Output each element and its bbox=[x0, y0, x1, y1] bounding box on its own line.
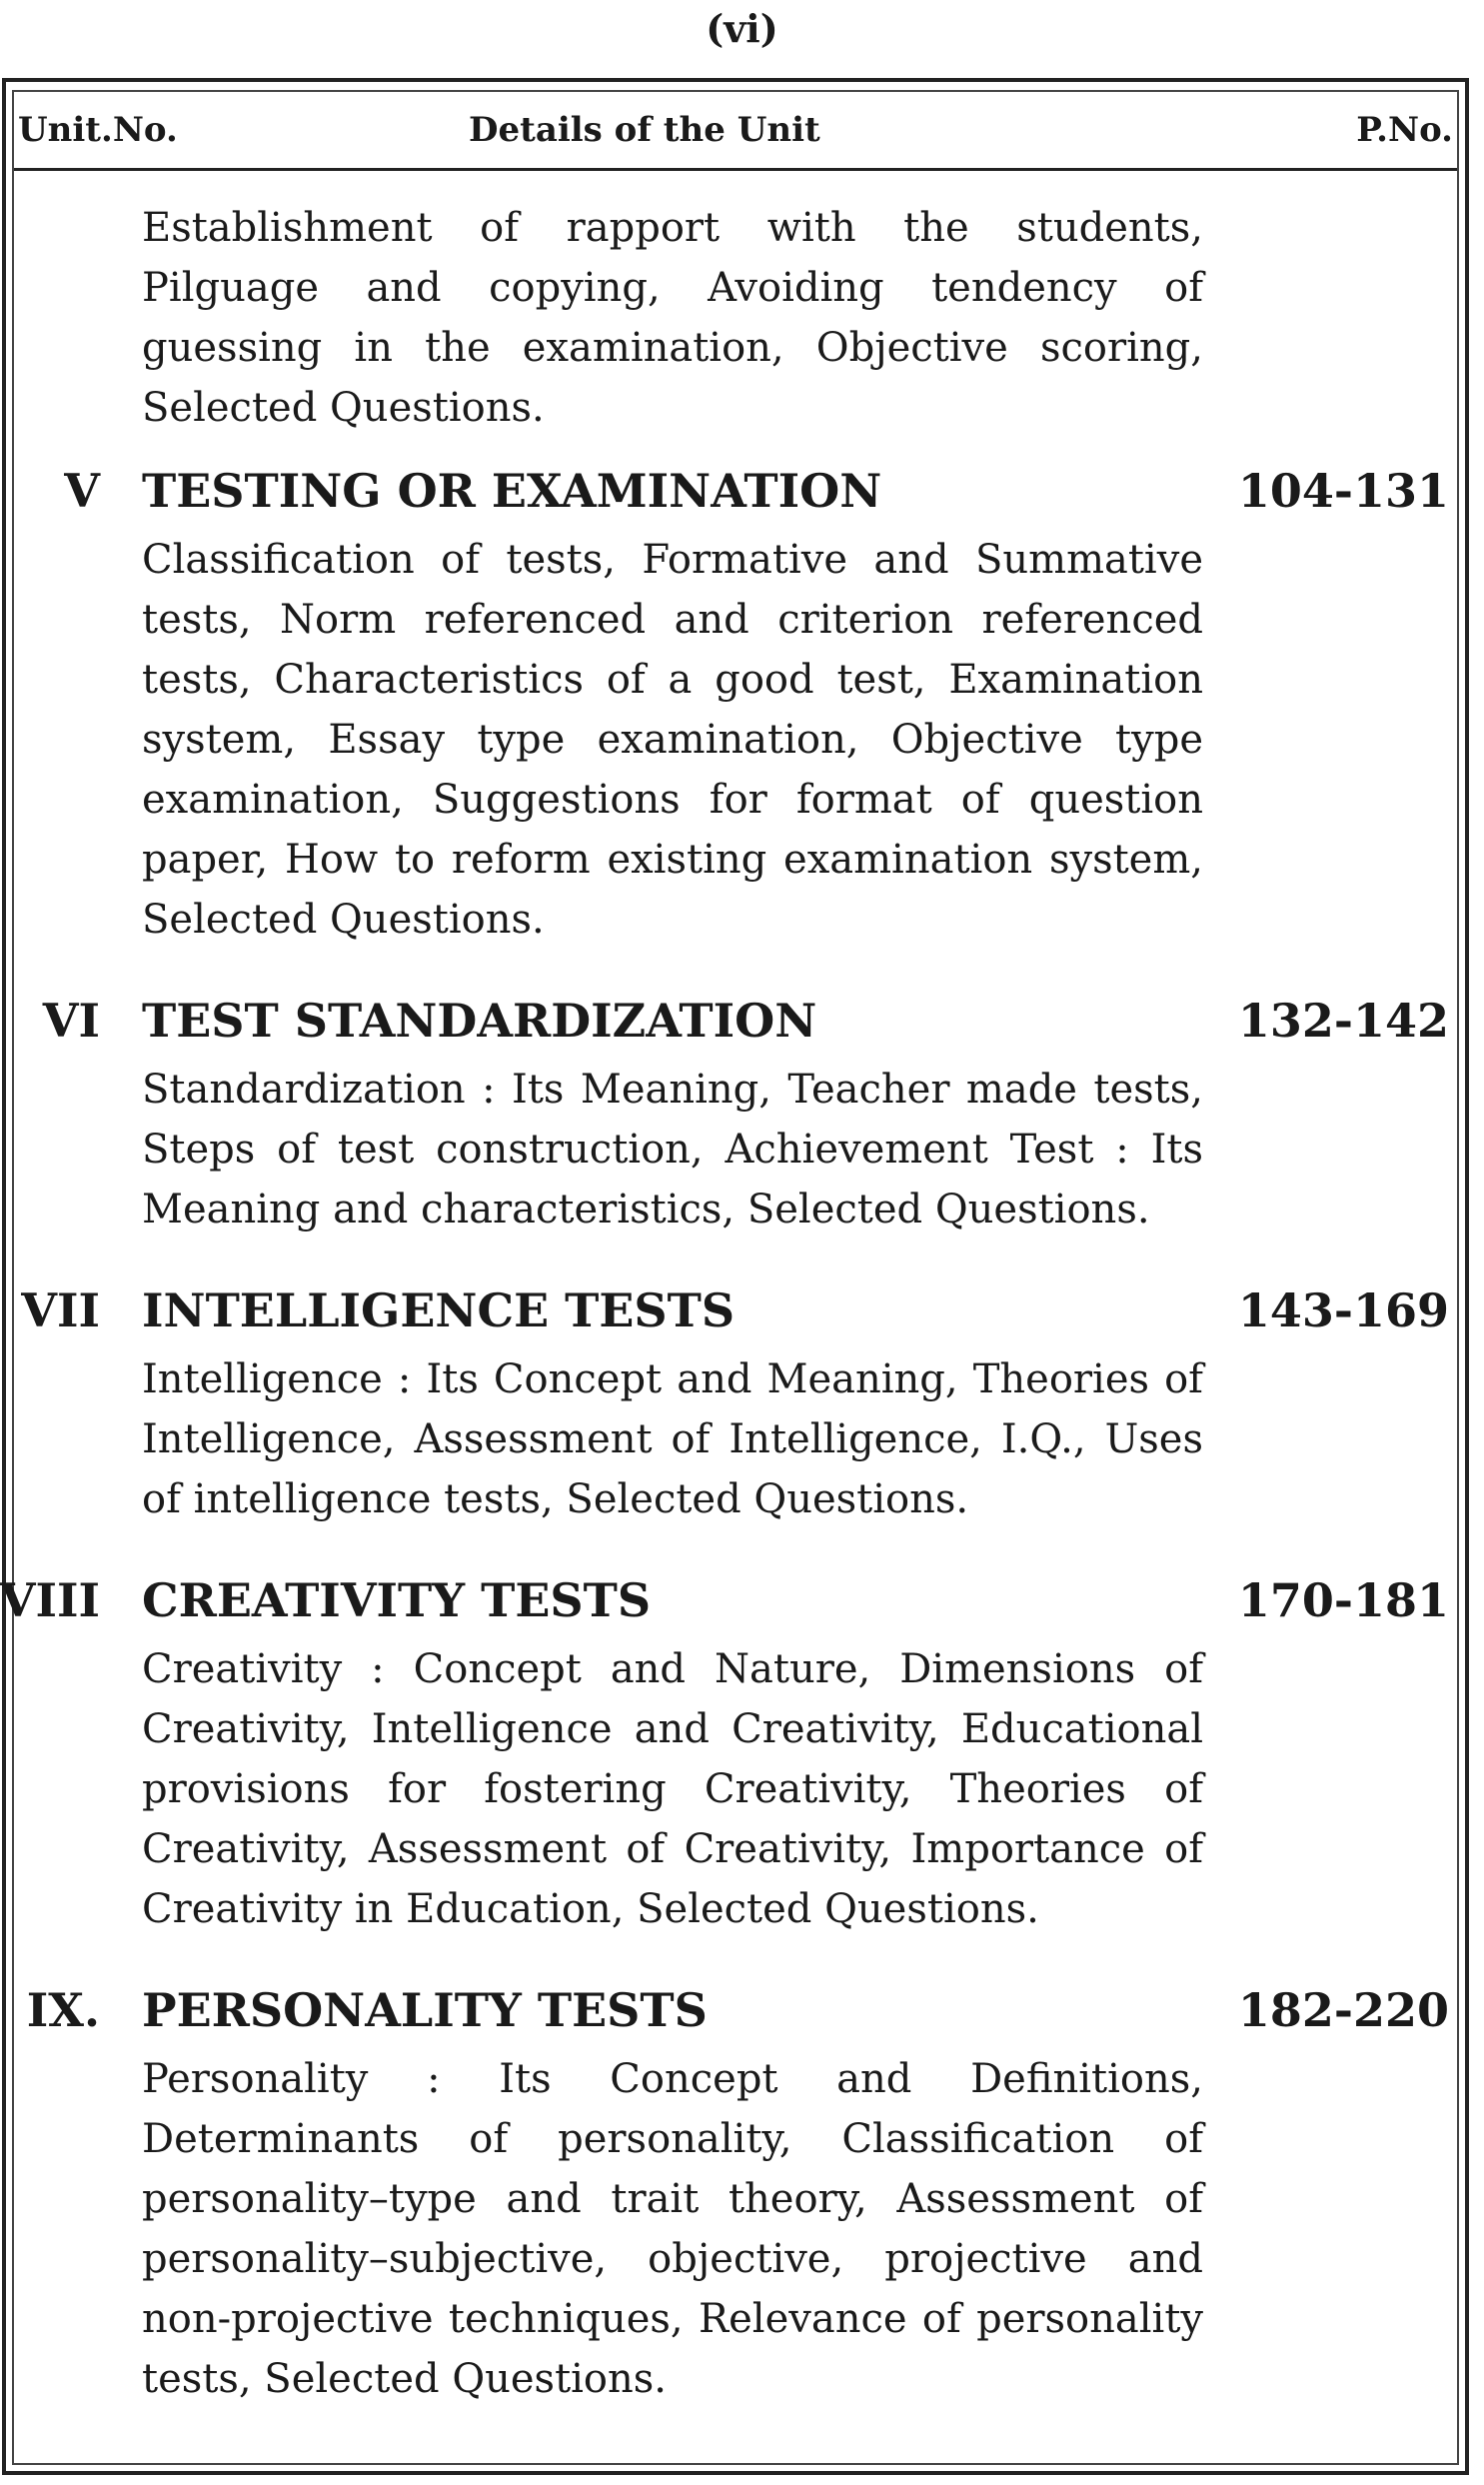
contents-table bbox=[2, 78, 1469, 2475]
continuation-text: Establishment of rapport with the students, Pilguage and copying, Avoiding tendency of guessing in the examination, Objective scoring, Selected Questions. bbox=[142, 205, 1203, 431]
unit-row-ix bbox=[14, 1983, 1457, 2047]
unit-pages: 132-142 bbox=[1237, 994, 1449, 1048]
unit-number: V bbox=[64, 464, 100, 518]
unit-description-ix: Personality : Its Concept and Definitions, Determinants of personality, Classification of personality–type and trait theory, Assessment of personality–subjective, objective, projective and non-projective techniques, Relevance of personality tests, Selected Questions. bbox=[142, 2056, 1203, 2402]
unit-description-vii: Intelligence : Its Concept and Meaning, Theories of Intelligence, Assessment of Intelligence, I.Q., Uses of intelligence tests, Selected Questions. bbox=[142, 1356, 1203, 1522]
unit-number: VIII bbox=[0, 1573, 100, 1627]
unit-description-vi: Standardization : Its Meaning, Teacher made tests, Steps of test construction, Achievement Test : Its Meaning and characteristics, Selected Questions. bbox=[142, 1067, 1203, 1233]
unit-pages: 104-131 bbox=[1237, 464, 1449, 518]
table-header-row bbox=[14, 92, 1457, 171]
page-number: (vi) bbox=[706, 6, 778, 51]
unit-row-vii bbox=[14, 1283, 1457, 1347]
header-page-no: P.No. bbox=[1356, 110, 1453, 150]
unit-title: TESTING OR EXAMINATION bbox=[142, 464, 882, 518]
unit-title: CREATIVITY TESTS bbox=[142, 1573, 652, 1627]
unit-row-v bbox=[14, 464, 1457, 528]
unit-number: VI bbox=[42, 994, 100, 1048]
unit-pages: 170-181 bbox=[1237, 1573, 1449, 1627]
unit-title: PERSONALITY TESTS bbox=[142, 1983, 708, 2037]
header-details: Details of the Unit bbox=[469, 110, 820, 150]
unit-row-vi bbox=[14, 994, 1457, 1058]
unit-title: INTELLIGENCE TESTS bbox=[142, 1283, 736, 1337]
unit-number: IX. bbox=[26, 1983, 100, 2037]
unit-pages: 143-169 bbox=[1237, 1283, 1449, 1337]
unit-description-v: Classification of tests, Formative and Summative tests, Norm referenced and criterion referenced tests, Characteristics of a good test, Examination system, Essay type examination, Objective type examination, Suggestions for format of question paper, How to reform existing examination system, Selected Questions. bbox=[142, 537, 1203, 943]
header-unit-no: Unit.No. bbox=[18, 110, 178, 150]
unit-number: VII bbox=[21, 1283, 100, 1337]
contents-table-inner bbox=[0, 90, 1459, 2465]
unit-pages: 182-220 bbox=[1237, 1983, 1449, 2037]
unit-description-viii: Creativity : Concept and Nature, Dimensions of Creativity, Intelligence and Creativity, Educational provisions for fostering Creativity, Theories of Creativity, Assessment of Creativity, Importance of Creativity in Education, Selected Questions. bbox=[142, 1646, 1203, 1932]
unit-row-viii bbox=[0, 1573, 1457, 1637]
unit-title: TEST STANDARDIZATION bbox=[142, 994, 817, 1048]
